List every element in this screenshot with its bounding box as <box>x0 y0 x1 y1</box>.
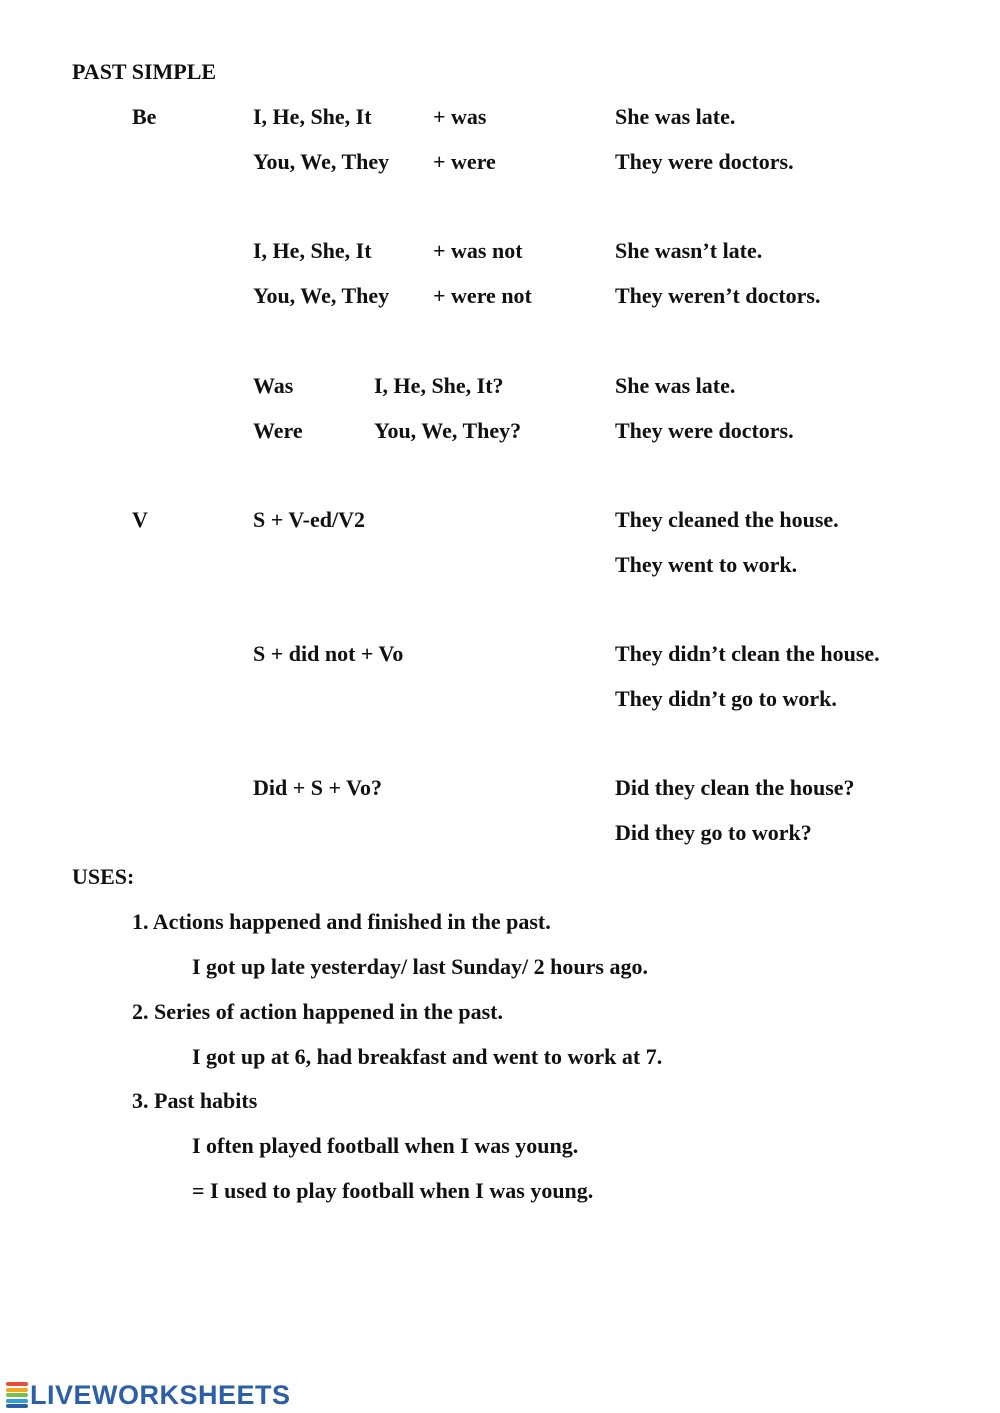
logo-stripe <box>6 1404 28 1408</box>
be-label: Be <box>132 104 157 129</box>
be-neg-example-2: They weren’t doctors. <box>615 283 821 308</box>
verb-aff-formula: S + V-ed/V2 <box>253 507 365 532</box>
use-item-title-3: 3. Past habits <box>132 1088 258 1113</box>
verb-label: V <box>132 507 148 532</box>
be-neg-form-1: + was not <box>433 238 523 263</box>
be-aff-example-1: She was late. <box>615 104 736 129</box>
verb-aff-example-2: They went to work. <box>615 552 798 577</box>
be-neg-subject-2: You, We, They <box>253 283 390 308</box>
be-q-example-1: She was late. <box>615 373 736 398</box>
verb-neg-formula: S + did not + Vo <box>253 641 404 666</box>
be-aff-form-2: + were <box>433 149 496 174</box>
be-aff-subject-1: I, He, She, It <box>253 104 372 129</box>
logo-stripe <box>6 1388 28 1392</box>
uses-heading: USES: <box>72 864 135 889</box>
logo-stripes-icon <box>6 1382 28 1408</box>
verb-aff-example-1: They cleaned the house. <box>615 507 839 532</box>
be-q-aux-1: Was <box>253 373 294 398</box>
verb-neg-example-2: They didn’t go to work. <box>615 686 837 711</box>
use-item-title-1: 1. Actions happened and finished in the past. <box>132 909 551 934</box>
verb-q-example-2: Did they go to work? <box>615 820 812 845</box>
be-q-aux-2: Were <box>253 418 303 443</box>
use-item-example-3a: I often played football when I was young. <box>192 1133 579 1158</box>
logo-stripe <box>6 1399 28 1403</box>
be-q-subject-2: You, We, They? <box>374 418 522 443</box>
use-item-title-2: 2. Series of action happened in the past. <box>132 999 503 1024</box>
verb-q-example-1: Did they clean the house? <box>615 775 855 800</box>
logo-stripe <box>6 1382 28 1386</box>
use-item-example-2: I got up at 6, had breakfast and went to work at 7. <box>192 1044 663 1069</box>
be-aff-subject-2: You, We, They <box>253 149 390 174</box>
page-title: PAST SIMPLE <box>72 59 217 84</box>
use-item-example-3b: = I used to play football when I was young. <box>192 1178 594 1203</box>
be-aff-form-1: + was <box>433 104 487 129</box>
verb-q-formula: Did + S + Vo? <box>253 775 383 800</box>
be-aff-example-2: They were doctors. <box>615 149 794 174</box>
be-q-example-2: They were doctors. <box>615 418 794 443</box>
logo-stripe <box>6 1393 28 1397</box>
logo-text: LIVEWORKSHEETS <box>30 1380 291 1410</box>
verb-neg-example-1: They didn’t clean the house. <box>615 641 880 666</box>
liveworksheets-logo <box>6 1380 291 1410</box>
be-q-subject-1: I, He, She, It? <box>374 373 504 398</box>
be-neg-subject-1: I, He, She, It <box>253 238 372 263</box>
be-neg-form-2: + were not <box>433 283 532 308</box>
use-item-example-1: I got up late yesterday/ last Sunday/ 2 hours ago. <box>192 954 648 979</box>
be-neg-example-1: She wasn’t late. <box>615 238 763 263</box>
